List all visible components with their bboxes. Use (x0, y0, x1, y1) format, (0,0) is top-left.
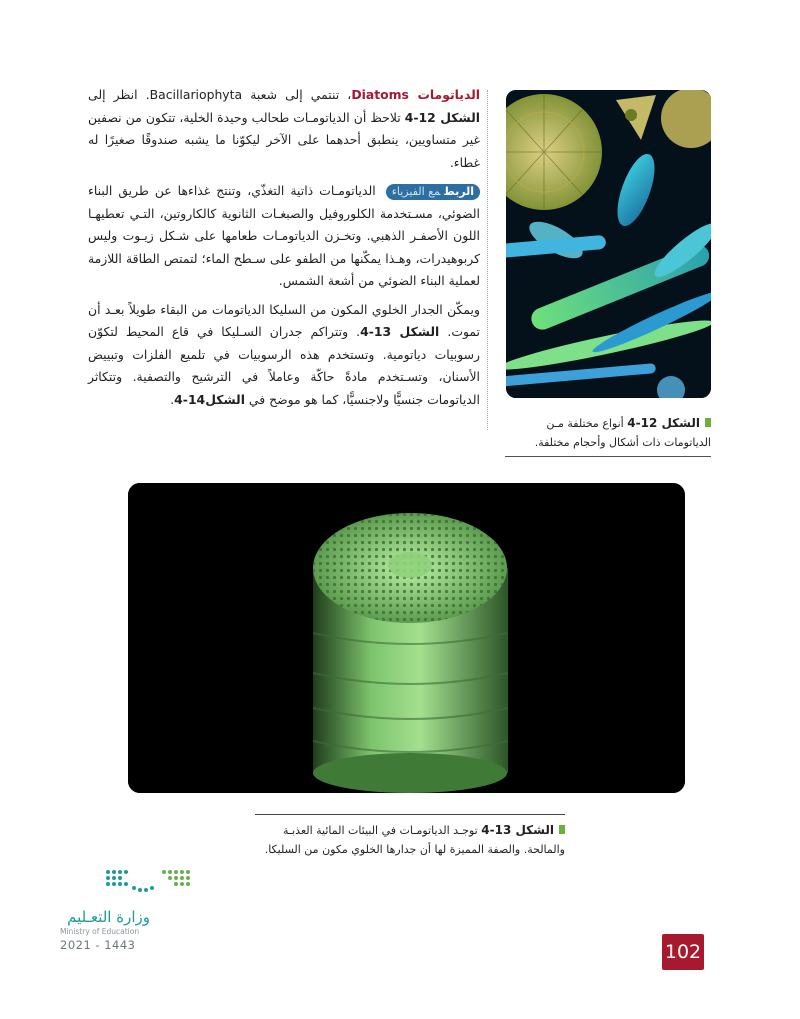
ministry-logo-icon (104, 866, 194, 896)
figure-12-label: الشكل 12-4 (627, 416, 700, 430)
figure-13-caption: الشكل 13-4 توجـد الدياتومـات في البيئات المائية العذبـة والمالحة. والصفة المميزة لها أن جدارها الخلوي مكون من السليكا. (264, 823, 565, 856)
caption-bullet (559, 825, 565, 834)
figure-ref-14[interactable]: الشكل14-4 (174, 391, 245, 407)
term-diatoms: الدياتومات Diatoms (351, 87, 480, 102)
caption-bullet (705, 418, 711, 427)
paragraph-silica-wall: ويمكّن الجدار الخلوي المكون من السليكا الدياتومات من البقاء طويلاً بعـد أن تموت. الشكل 13-4. وتتراكم جدران السـليكا في قاع المحيط لتكوّن رسوبيات دياتومية. وتستخدم هذه الرسوبيات في تلميع الفلزات وتبييض الأسنان، وتسـتخدم مادةً حاكّة وعاملاً في الترشيح والتصفية. وتتكاثر الدياتومات جنسيًّا ولاجنسيًّا، كما هو موضح في الشكل14-4. (88, 301, 480, 407)
column-divider (487, 90, 488, 430)
paragraph-nutrition: الربطمع الفيزياء الدياتومـات ذاتية التغذّي، وتنتج غذاءها عن طريق البناء الضوئي، مسـتخدمة الكلوروفيل والصبغـات الثانوية كالكاروتين، التـي تعطيهـا اللون الأصفـر الذهبي. وتخـزن الدياتومـات طعامها على شـكل زيـوت وليس كربوهيدرات، وهـذا يمكّنها من الطفو على سـطح الماء؛ لتمتص الطاقة اللازمة لعملية البناء الضوئي من أشعة الشمس. (88, 183, 480, 288)
physics-link-badge: الربطمع الفيزياء (386, 184, 480, 200)
diatoms-micrograph (506, 90, 711, 398)
figure-13-diatom-sem-image (128, 483, 685, 793)
paragraph-diatoms-intro: الدياتومات Diatoms، تنتمي إلى شعبة Bacillariophyta. انظر إلى الشكل 12-4 تلاحظ أن الدياتومـات طحالب وحيدة الخلية، تتكون من نصفين غير متساويين، ينطبق أحدهما على الآخر ليكوّنا ما يشبه صندوقًا صغيرًا له غطاء. (88, 87, 480, 170)
ministry-branding (60, 908, 150, 952)
page-number: 102 (662, 934, 704, 970)
figure-ref-12[interactable]: الشكل 12-4 (404, 109, 480, 125)
ministry-name-english: Ministry of Education (60, 927, 140, 936)
edition-year: 2021 - 1443 (60, 938, 136, 952)
figure-12-caption: الشكل 12-4 أنواع مختلفة مـن الدياتومات ذات أشكال وأحجام مختلفة. (505, 414, 711, 457)
figure-13-label: الشكل 13-4 (481, 823, 554, 837)
figure-ref-13[interactable]: الشكل 13-4 (360, 324, 440, 339)
diatom-sem-micrograph (128, 483, 685, 793)
ministry-name-arabic: وزارة التعـليم (67, 908, 150, 926)
figure-13-caption-rule (255, 814, 565, 815)
main-text-column (88, 84, 480, 417)
figure-12-diatoms-image (506, 90, 711, 398)
